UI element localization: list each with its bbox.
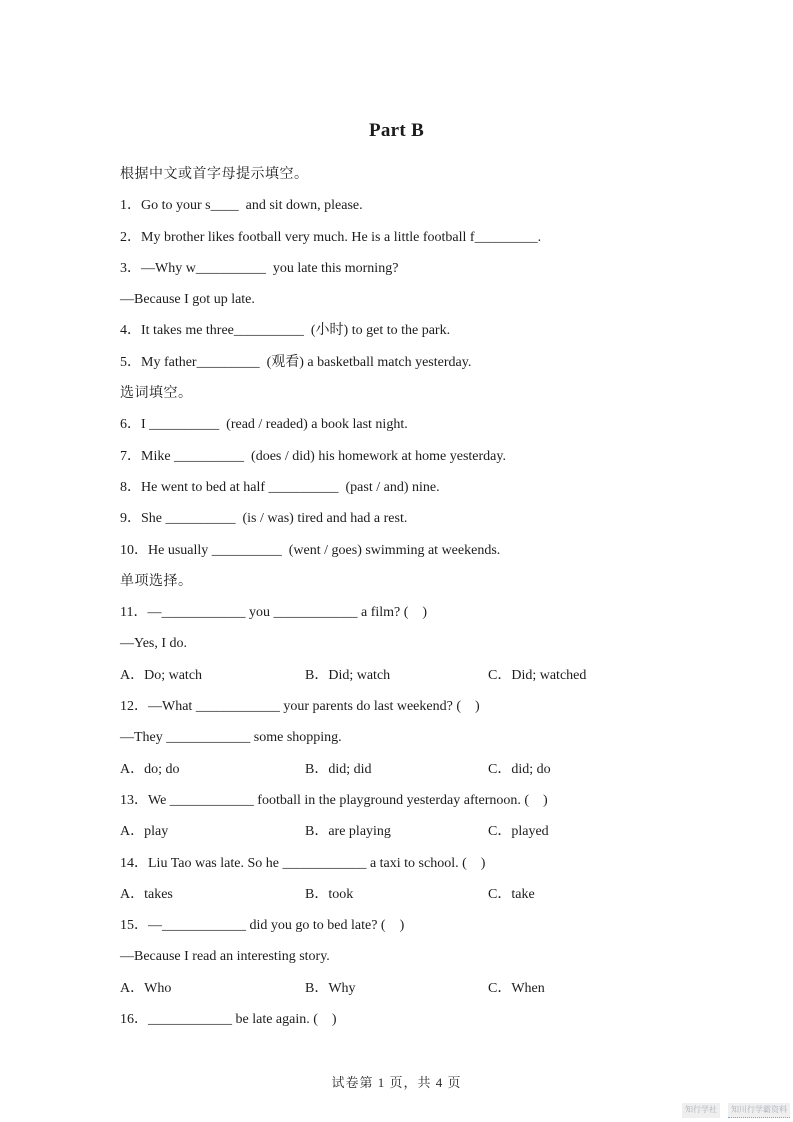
option-a: A．play bbox=[120, 824, 169, 840]
dialog-line: —They ____________ some shopping. bbox=[120, 730, 342, 746]
watermark-group bbox=[682, 1103, 790, 1118]
question-line: 5．My father_________ (观看) a basketball match yesterday. bbox=[120, 354, 472, 370]
option-b: B．Did; watch bbox=[305, 667, 391, 683]
page-title: Part B bbox=[368, 120, 425, 141]
watermark-badge: 知行学社 bbox=[682, 1103, 720, 1118]
option-b: B．took bbox=[305, 886, 354, 902]
option-a: A．takes bbox=[120, 886, 173, 902]
option-b: B．Why bbox=[305, 980, 356, 996]
question-line: 7．Mike __________ (does / did) his homework at home yesterday. bbox=[120, 448, 506, 464]
option-c: C．Did; watched bbox=[488, 667, 587, 683]
question-line: 3．—Why w__________ you late this morning? bbox=[120, 260, 399, 276]
questions-area bbox=[120, 159, 673, 1035]
option-c: C．take bbox=[488, 886, 535, 902]
option-a: A．Do; watch bbox=[120, 667, 203, 683]
option-a: A．do; do bbox=[120, 761, 180, 777]
dialog-line: —Yes, I do. bbox=[120, 636, 188, 652]
question-line: 2．My brother likes football very much. He is a little football f_________. bbox=[120, 229, 542, 245]
options-row bbox=[120, 816, 673, 847]
question-line: 1．Go to your s____ and sit down, please. bbox=[120, 198, 363, 214]
section-instruction: 选词填空。 bbox=[120, 386, 193, 402]
section-instruction: 单项选择。 bbox=[120, 573, 193, 589]
options-row bbox=[120, 660, 673, 691]
dialog-line: —Because I got up late. bbox=[120, 292, 255, 308]
option-c: C．played bbox=[488, 824, 549, 840]
question-line: 4．It takes me three__________ (小时) to get to the park. bbox=[120, 323, 451, 339]
question-line: 11．—____________ you ____________ a film? ( ) bbox=[120, 605, 428, 621]
question-line: 16．____________ be late again. ( ) bbox=[120, 1012, 337, 1028]
question-line: 10．He usually __________ (went / goes) swimming at weekends. bbox=[120, 542, 501, 558]
question-line: 13．We ____________ football in the playground yesterday afternoon. ( ) bbox=[120, 792, 548, 808]
question-line: 15．—____________ did you go to bed late? ( ) bbox=[120, 918, 405, 934]
section-instruction: 根据中文或首字母提示填空。 bbox=[120, 167, 309, 182]
page-footer: 试卷第 1 页，共 4 页 bbox=[331, 1075, 462, 1090]
watermark-badge: 知川行学霸资料 bbox=[728, 1103, 790, 1118]
question-line: 12．—What ____________ your parents do last weekend? ( ) bbox=[120, 699, 480, 715]
document-content bbox=[120, 118, 673, 1035]
question-line: 6．I __________ (read / readed) a book last night. bbox=[120, 417, 408, 433]
dialog-line: —Because I read an interesting story. bbox=[120, 949, 330, 965]
option-b: B．are playing bbox=[305, 824, 391, 840]
option-c: C．When bbox=[488, 980, 545, 996]
option-a: A．Who bbox=[120, 980, 172, 996]
question-line: 9．She __________ (is / was) tired and had a rest. bbox=[120, 511, 408, 527]
question-line: 8．He went to bed at half __________ (past / and) nine. bbox=[120, 479, 440, 495]
options-row bbox=[120, 754, 673, 785]
options-row bbox=[120, 973, 673, 1004]
option-b: B．did; did bbox=[305, 761, 372, 777]
option-c: C．did; do bbox=[488, 761, 551, 777]
question-line: 14．Liu Tao was late. So he ____________ a taxi to school. ( ) bbox=[120, 855, 486, 871]
options-row bbox=[120, 879, 673, 910]
